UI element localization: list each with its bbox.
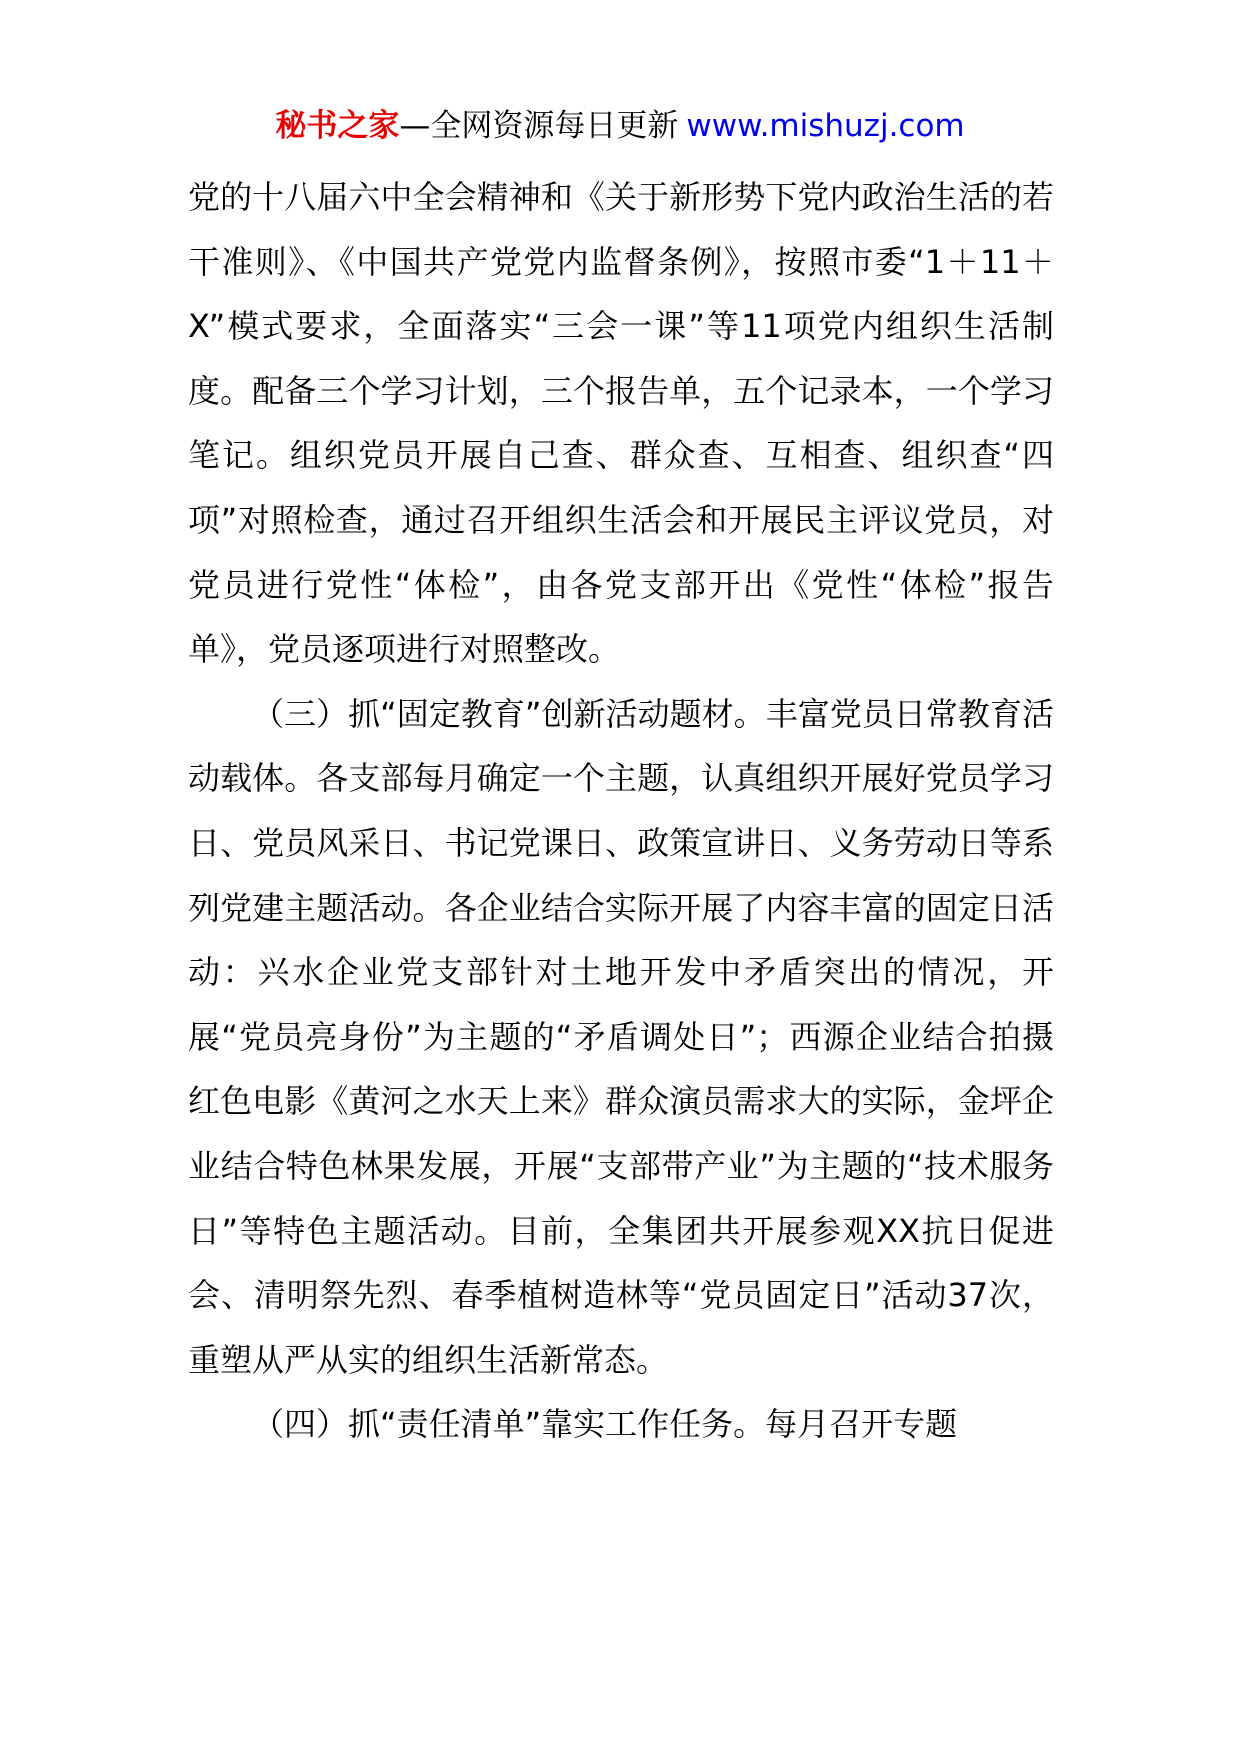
website-link[interactable]: www.mishuzj.com [686,108,965,144]
paragraph: （三）抓“固定教育”创新活动题材。丰富党员日常教育活动载体。各支部每月确定一个主题，认真组织开展好党员学习日、党员风采日、书记党课日、政策宣讲日、义务劳动日等系列党建主题活动。各企业结合实际开展了内容丰富的固定日活动：兴水企业党支部针对土地开发中矛盾突出的情况，开展“党员亮身份”为主题的“矛盾调处日”；西源企业结合拍摄红色电影《黄河之水天上来》群众演员需求大的实际，金坪企业结合特色林果发展，开展“支部带产业”为主题的“技术服务日”等特色主题活动。目前，全集团共开展参观XX抗日促进会、清明祭先烈、春季植树造林等“党员固定日”活动37次，重塑从严从实的组织生活新常态。 [188,694,1054,1379]
paragraph: 党的十八届六中全会精神和《关于新形势下党内政治生活的若干准则》、《中国共产党党内监督条例》，按照市委“1＋11＋X”模式要求，全面落实“三会一课”等11项党内组织生活制度。配备三个学习计划，三个报告单，五个记录本，一个学习笔记。组织党员开展自己查、群众查、互相查、组织查“四项”对照检查，通过召开组织生活会和开展民主评议党员，对党员进行党性“体检”，由各党支部开出《党性“体检”报告单》，党员逐项进行对照整改。 [188,178,1054,669]
page-header [0,104,1240,148]
document-body [188,165,1054,1457]
paragraph: （四）抓“责任清单”靠实工作任务。每月召开专题 [252,1405,958,1444]
brand-name: 秘书之家 [275,108,400,144]
header-tagline: —全网资源每日更新 [399,108,679,144]
